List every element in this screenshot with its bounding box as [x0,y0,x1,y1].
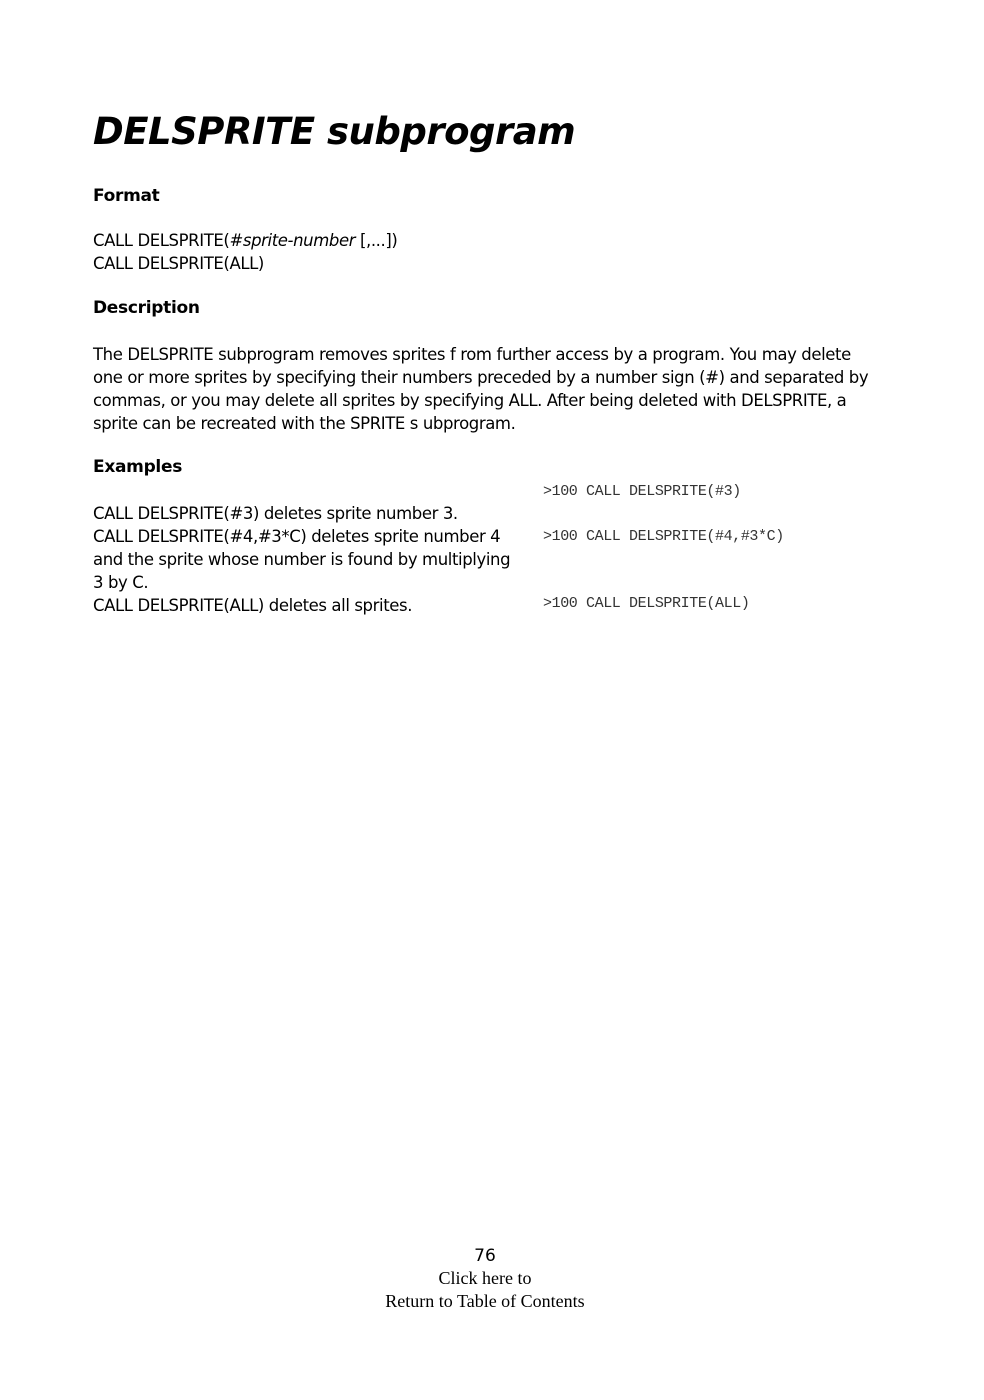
example-3-text: CALL DELSPRITE(ALL) deletes all sprites. [93,596,413,615]
example-2-text: CALL DELSPRITE(#4,#3*C) deletes sprite number 4 and the sprite whose number is found by multiplying 3 by C. [93,527,511,592]
format-line-1-param: #sprite-number [229,231,356,250]
format-line-2: CALL DELSPRITE(ALL) [93,254,264,273]
format-heading: Format [93,186,160,206]
example-1-text: CALL DELSPRITE(#3) deletes sprite number 3. [93,504,458,523]
page-title: DELSPRITE subprogram [93,110,576,153]
description-text: The DELSPRITE subprogram removes sprites f rom further access by a program. You may delete one or more sprites by specifying their numbers preceded by a number sign (#) and separated by commas, or you may delete all sprites by specifying ALL. After being deleted with DELSPRITE, a sprite can be recreated with the SPRITE s ubprogram. [93,345,869,433]
format-line-1-suffix: [,...]) [355,231,398,250]
examples-list [93,480,893,620]
format-line-1 [93,229,853,252]
toc-link-line-1[interactable]: Click here to [438,1268,532,1288]
page-number: 76 [474,1246,496,1266]
example-1-code: >100 CALL DELSPRITE(#3) [543,483,741,500]
description-heading: Description [93,298,200,318]
toc-link-line-2[interactable]: Return to Table of Contents [385,1291,585,1311]
examples-heading: Examples [93,457,183,477]
format-line-1-prefix: CALL DELSPRITE( [93,231,230,250]
format-block [93,229,853,275]
example-3-code: >100 CALL DELSPRITE(ALL) [543,595,750,612]
example-2-code: >100 CALL DELSPRITE(#4,#3*C) [543,528,784,545]
